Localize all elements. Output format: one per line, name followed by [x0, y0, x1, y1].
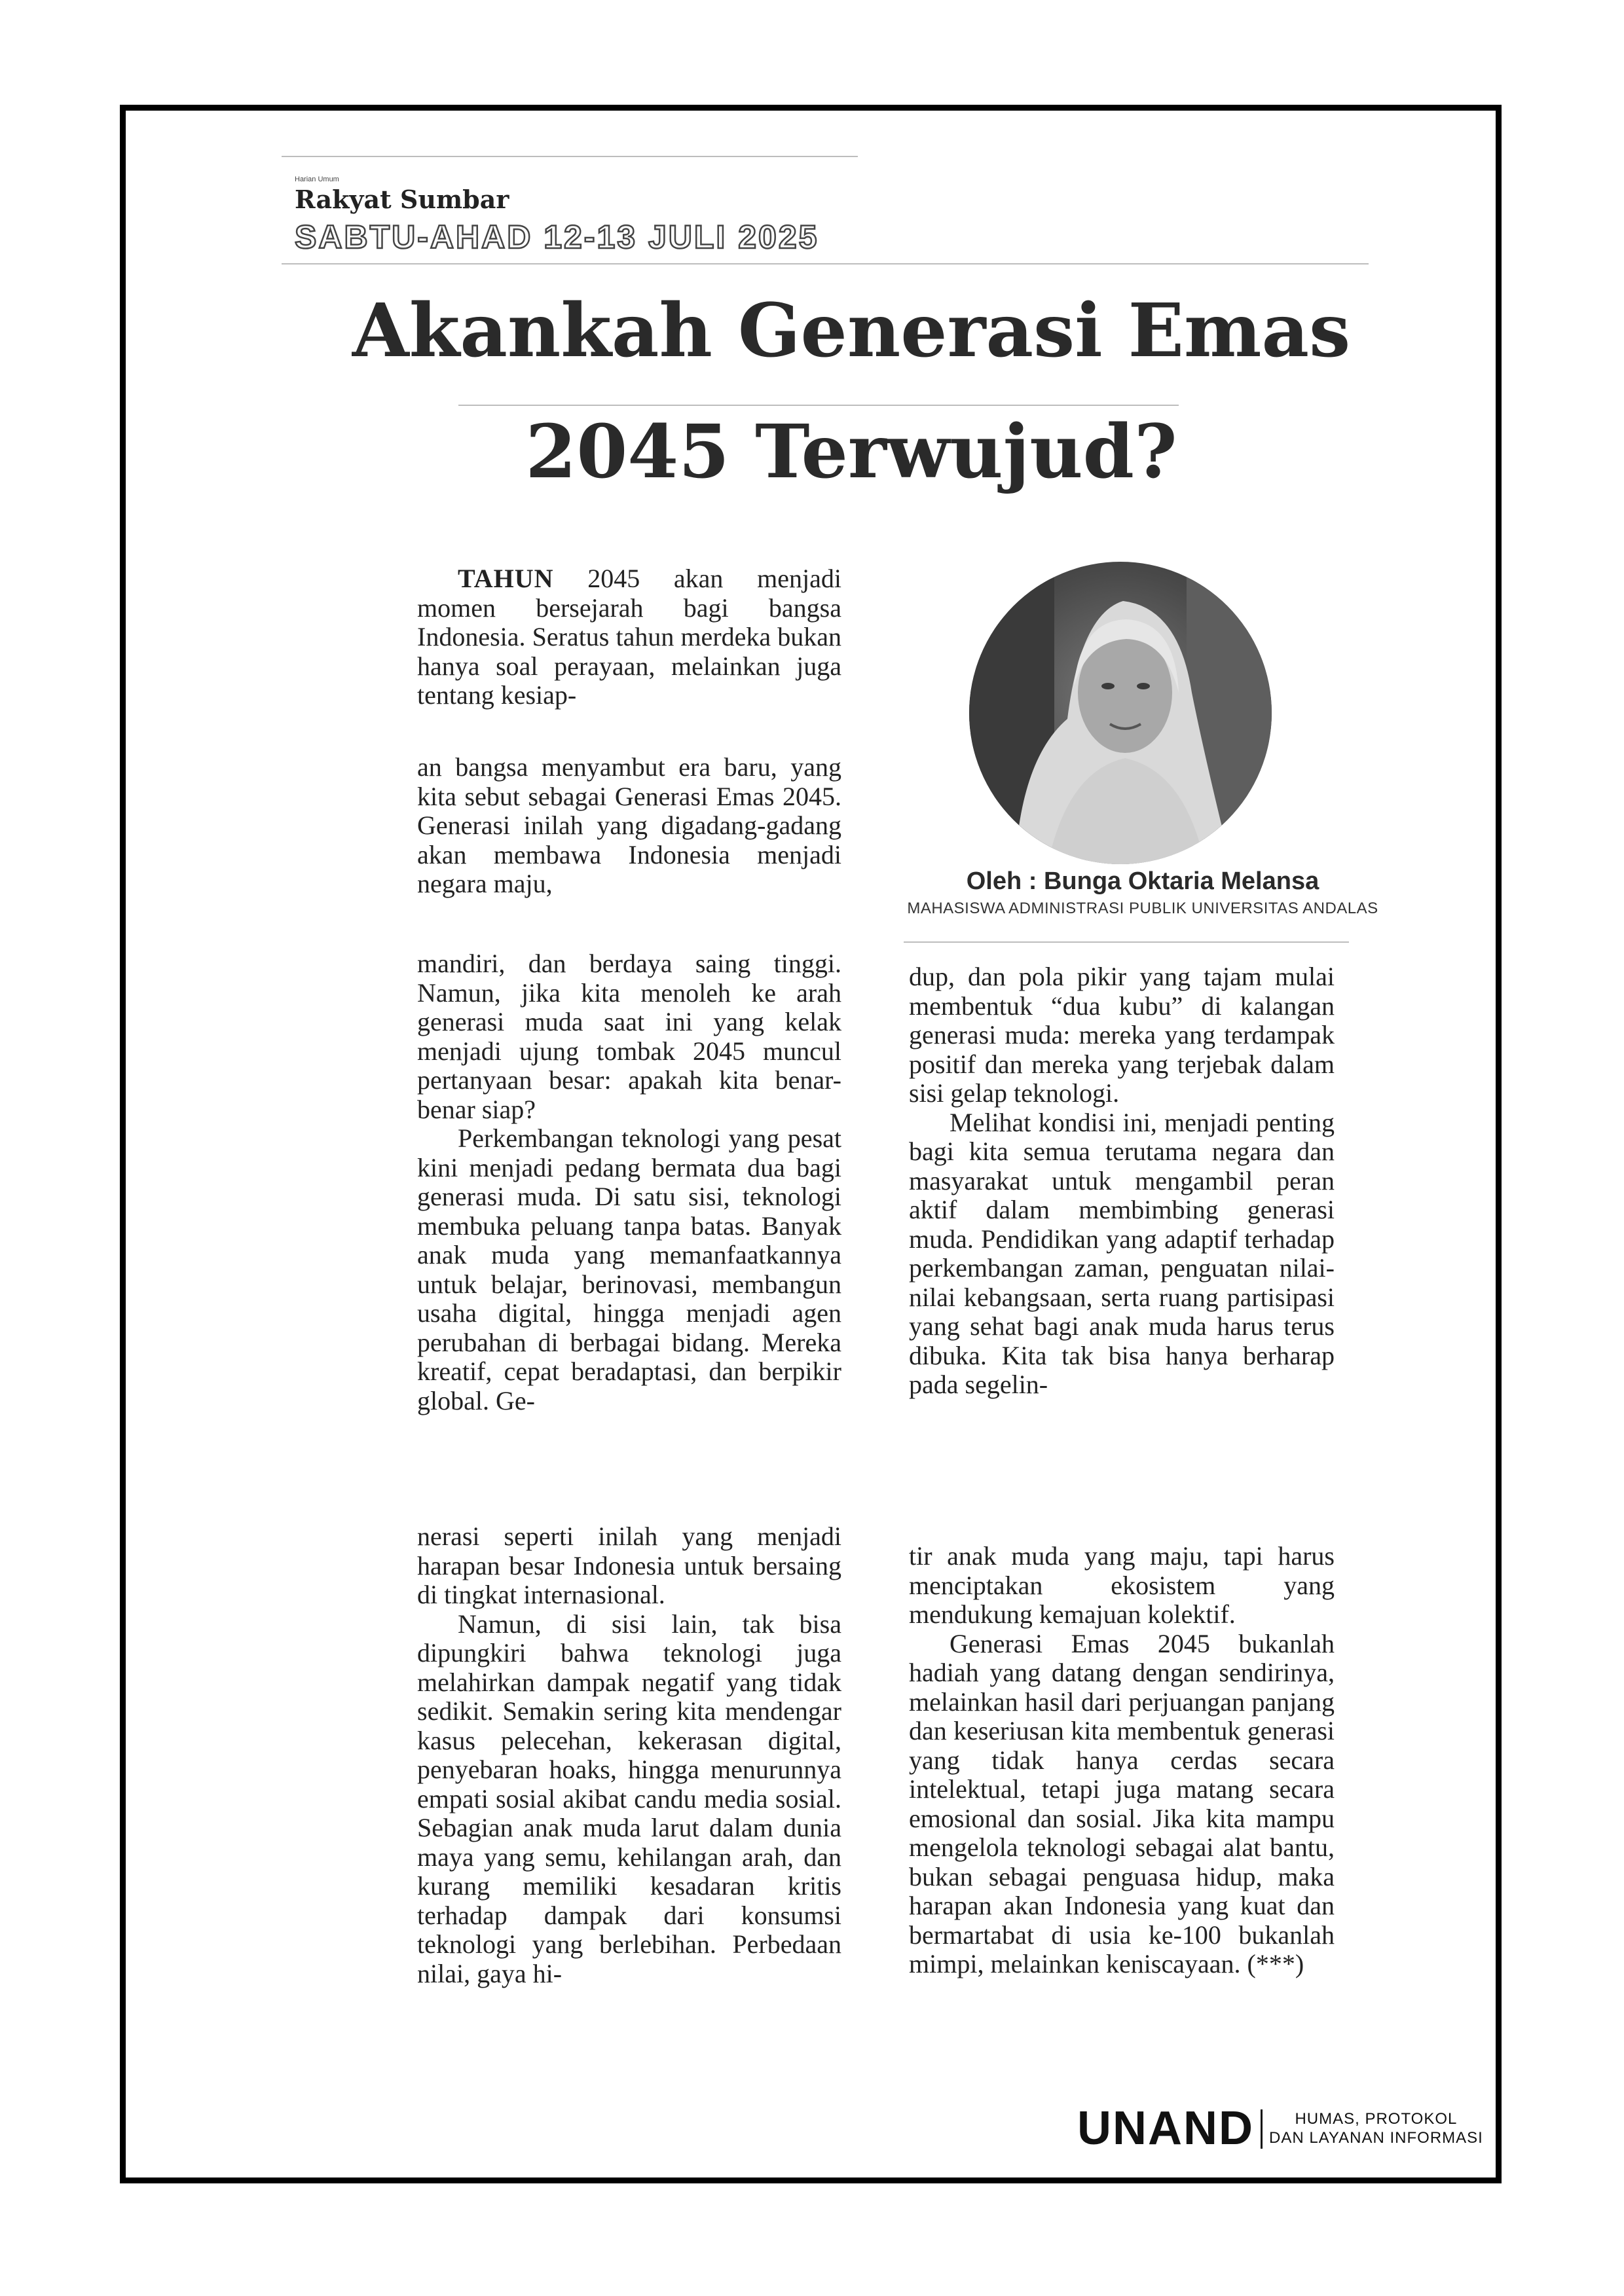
article-text: an bangsa menyambut era baru, yang kita sebut sebagai Generasi Emas 2045. Generasi inilah yang digadang-gadang akan membawa Indonesia menjadi negara maju, [417, 752, 841, 898]
article-col1-block3 [417, 949, 841, 1415]
headline-line-1: Akankah Generasi Emas [352, 288, 1351, 374]
article-paragraph: mandiri, dan berdaya saing tinggi. Namun, jika kita menoleh ke arah generasi muda saat ini yang kelak menjadi ujung tombak 2045 muncul pertanyaan besar: apakah kita benar-benar siap? [417, 949, 841, 1124]
article-col2-block2 [909, 1542, 1335, 1979]
headline-line-2: 2045 Terwujud? [525, 409, 1177, 495]
clip-edge-rule [458, 405, 1179, 406]
article-paragraph: Melihat kondisi ini, menjadi penting bagi kita semua terutama negara dan masyarakat untuk mengambil peran aktif dalam membimbing generasi muda. Pendidikan yang adaptif terhadap perkembangan zaman, penguatan nilai-nilai kebangsaan, serta ruang partisipasi yang sehat bagi anak muda harus terus dibuka. Kita tak bisa hanya berharap pada segelin- [909, 1107, 1335, 1399]
author-portrait-image [969, 562, 1272, 864]
clip-edge-rule [904, 941, 1349, 943]
article-col1-block1 [417, 564, 841, 710]
article-col2-block1 [909, 962, 1335, 1400]
footer-department [1269, 2109, 1483, 2147]
unand-logo: UNAND [1077, 2102, 1254, 2155]
article-text: 2045 akan menjadi momen bersejarah bagi bangsa Indonesia. Seratus tahun merdeka bukan hanya soal perayaan, melainkan juga tentang kesiap- [417, 564, 841, 710]
article-paragraph: Generasi Emas 2045 bukanlah hadiah yang datang dengan sendirinya, melainkan hasil dari perjuangan panjang dan keseriusan kita membentuk generasi yang tidak hanya cerdas secara intelektual, tetapi juga matang secara emosional dan sosial. Jika kita mampu mengelola teknologi sebagai alat bantu, bukan sebagai penguasa hidup, maka harapan akan Indonesia yang kuat dan bermartabat di usia ke-100 bukanlah mimpi, melainkan keniscayaan. (***) [909, 1628, 1335, 1978]
newspaper-name: Rakyat Sumbar [295, 185, 509, 214]
footer-line-1: HUMAS, PROTOKOL [1295, 2110, 1458, 2128]
author-affiliation: MAHASISWA ADMINISTRASI PUBLIK UNIVERSITAS ANDALAS [907, 900, 1378, 917]
author-photo [969, 562, 1272, 864]
article-paragraph: tir anak muda yang maju, tapi harus menciptakan ekosistem yang mendukung kemajuan kolektif. [909, 1541, 1335, 1629]
article-col1-block2 [417, 753, 841, 899]
masthead-tag: Harian Umum [295, 175, 339, 183]
byline [904, 867, 1382, 918]
clip-edge-rule [282, 156, 858, 157]
footer-divider [1261, 2109, 1263, 2149]
article-paragraph: Perkembangan teknologi yang pesat kini menjadi pedang bermata dua bagi generasi muda. Di satu sisi, teknologi membuka peluang tanpa batas. Banyak anak muda yang memanfaatkannya untuk belajar, berinovasi, membangun usaha digital, hingga menjadi agen perubahan di berbagai bidang. Mereka kreatif, cepat beradaptasi, dan berpikir global. Ge- [417, 1123, 841, 1415]
article-paragraph: dup, dan pola pikir yang tajam mulai membentuk “dua kubu” di kalangan generasi muda: mereka yang terdampak positif dan mereka yang terjebak dalam sisi gelap teknologi. [909, 962, 1335, 1108]
article-paragraph: Namun, di sisi lain, tak bisa dipungkiri bahwa teknologi juga melahirkan dampak negatif yang tidak sedikit. Semakin sering kita mendengar kasus pelecehan, kekerasan digital, penyebaran hoaks, hingga menurunnya empati sosial akibat candu media sosial. Sebagian anak muda larut dalam dunia maya yang semu, kehilangan arah, dan kurang memiliki kesadaran kritis terhadap dampak dari konsumsi teknologi yang berlebihan. Perbedaan nilai, gaya hi- [417, 1609, 841, 1988]
publication-date: SABTU-AHAD 12-13 JULI 2025 [295, 219, 819, 255]
footer-line-2: DAN LAYANAN INFORMASI [1269, 2129, 1483, 2147]
article-col1-block4 [417, 1522, 841, 1988]
author-name: Oleh : Bunga Oktaria Melansa [966, 867, 1320, 895]
article-paragraph: nerasi seperti inilah yang menjadi harapan besar Indonesia untuk bersaing di tingkat internasional. [417, 1522, 841, 1609]
clip-edge-rule [282, 263, 1369, 264]
lead-word: TAHUN [458, 564, 554, 593]
masthead [295, 175, 819, 256]
